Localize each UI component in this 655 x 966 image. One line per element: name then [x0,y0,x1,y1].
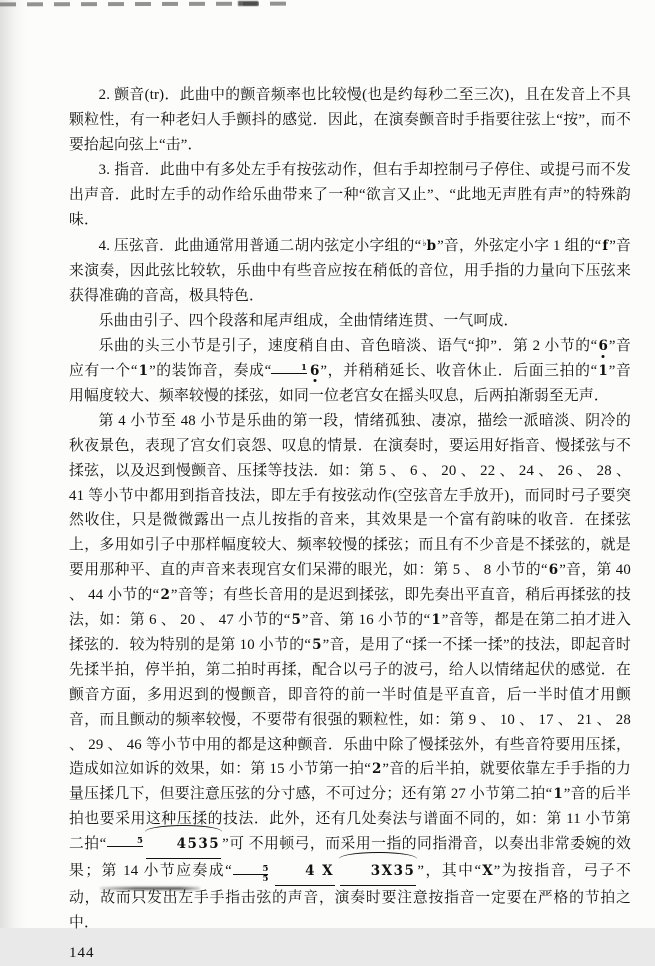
jianpu-note: 1 [553,786,563,803]
slur-arc [339,852,417,859]
jianpu-phrase [233,859,417,886]
jianpu-note: 1 [138,362,149,379]
grace-number: 1 [271,364,307,374]
jianpu-note: 1 [431,612,441,629]
jianpu-note: f [602,238,609,255]
jianpu-note: 6 [309,362,320,379]
scan-dash-dark-artifact [238,1,258,6]
grace-number: 5 [107,837,143,847]
scan-smudge-artifact [100,887,200,890]
slur-arc [145,825,222,832]
page-number: 144 [69,944,95,961]
grace-numbers [233,865,269,884]
jianpu-note: X [482,863,493,880]
paragraph: 乐曲由引子、四个段落和尾声组成，全曲情绪连贯、一气呵成． [98,313,519,330]
page-text [69,83,631,966]
beamed-group: 3X35 [340,859,416,886]
jianpu-note: ♭b [422,238,437,255]
jianpu-note: 2 [372,761,382,778]
grace-number: 5 [262,873,269,884]
jianpu-note: 5 [312,636,322,653]
jianpu-phrase [107,832,221,859]
grace-numbers [107,837,143,847]
jianpu-grace-note [271,359,320,384]
paragraph: 4. 压弦音．此曲通常用普通二胡内弦定小字组的“♭b”音，外弦定小字 1 组的“f”音来演奏，因此弦比较软，乐曲中有些音应按在稍低的音位，用手指的力量向下压弦来获得准确的音高，极具特色． [69,238,632,305]
grace-number: 5 [233,865,269,875]
paragraph: 第 4 小节至 48 小节是乐曲的第一段，情绪孤独、凄凉，描绘一派暗淡、阴冷的秋夜景色，表现了宫女们哀怨、叹息的情景．在演奏时，要运用好指音、慢揉弦与不揉弦，以及迟到慢颤音、压揉等技法．如：第 5 、 6 、 20 、 22 、 24 、 26 、 28 、 41 等小节中都用到指音技法，即左手有按弦动作(空弦音左手放开)，而同时弓子要突然收住，只是微微露出一点儿按指的音来，其效果是一个富有韵味的收音．在揉弦上，多用如引子中那样幅度较大、频率较慢的揉弦；而且有不少音是不揉弦的，就是要用那种平、直的声音来表现宫女们呆滞的眼光，如：第 5 、 8 小节的“6”音，第 40 、 44 小节的“2”音等；有些长音用的是迟到揉弦，即先奏出平直音，稍后再揉弦的技法，如：第 6 、 20 、 47 小节的“5”音、第 16 小节的“1”音等，都是在第二拍才进入揉弦的．较为特别的是第 10 小节的“5”音，是用了“揉一不揉一揉”的技法，即起音时先揉半拍，停半拍，第二拍时再揉，配合以弓子的波弓，给人以情绪起伏的感觉．在颤音方面，多用迟到的慢颤音，即音符的前一半时值是平直音，后一半时值才用颤音，而且颤动的频率较慢，不要带有很强的颗粒性，如：第 9 、 10 、 17 、 21 、 28 、 29 、 46 等小节中用的都是这种颤音．乐曲中除了慢揉弦外，有些音符要用压揉，造成如泣如诉的效果，如：第 15 小节第一拍“2”音的后半拍，就要依靠左手手指的力量压揉几下，但要注意压弦的分寸感，不可过分；还有第 27 小节第二拍“1”音的后半拍也要采用这种压揉的技法．此外，还有几处奏法与谱面不同的，如：第 11 小节第二拍“ 5 4535 ”可 不用顿弓，而采用一指的同指滑音，以奏出非常委婉的效果；第 14 小节应奏成“ 5 5 4 X 3X35 ”，其中“X”为按指音，弓子不动，故而只发出左手手指击弦的声音，演奏时要注意按指音一定要在严格的节拍之中． [69,412,632,931]
jianpu-note: 6 [598,338,608,355]
beamed-group: 4 X [275,859,336,886]
jianpu-note: 5 [291,612,301,629]
paragraph: 乐曲的头三小节是引子，速度稍自由、音色暗淡、语气“抑”．第 2 小节的“6”音应有一个“1”的装饰音，奏成“ 1 6”，并稍稍延长、收音休止．后面三拍的“1”音用幅度较大、频率较慢的揉弦，如同一位老宫女在摇头叹息，后两拍渐弱至无声． [69,338,632,404]
paragraph: 3. 指音．此曲中有多处左手有按弦动作，但右手却控制弓子停住、或提弓而不发出声音．此时左手的动作给乐曲带来了一种“欲言又止”、“此地无声胜有声”的特殊韵味． [69,161,631,228]
jianpu-note: 1 [598,362,608,379]
jianpu-note: 2 [160,587,170,604]
paragraph: 2. 颤音(tr)．此曲中的颤音频率也比较慢(也是约每秒二至三次)，且在发音上不具颗粒性，有一种老妇人手颤抖的感觉．因此，在演奏颤音时手指要往弦上“按”，而不要抬起向弦上“击”． [69,87,631,153]
jianpu-note: 6 [548,562,559,579]
beamed-group: 4535 [146,832,221,859]
